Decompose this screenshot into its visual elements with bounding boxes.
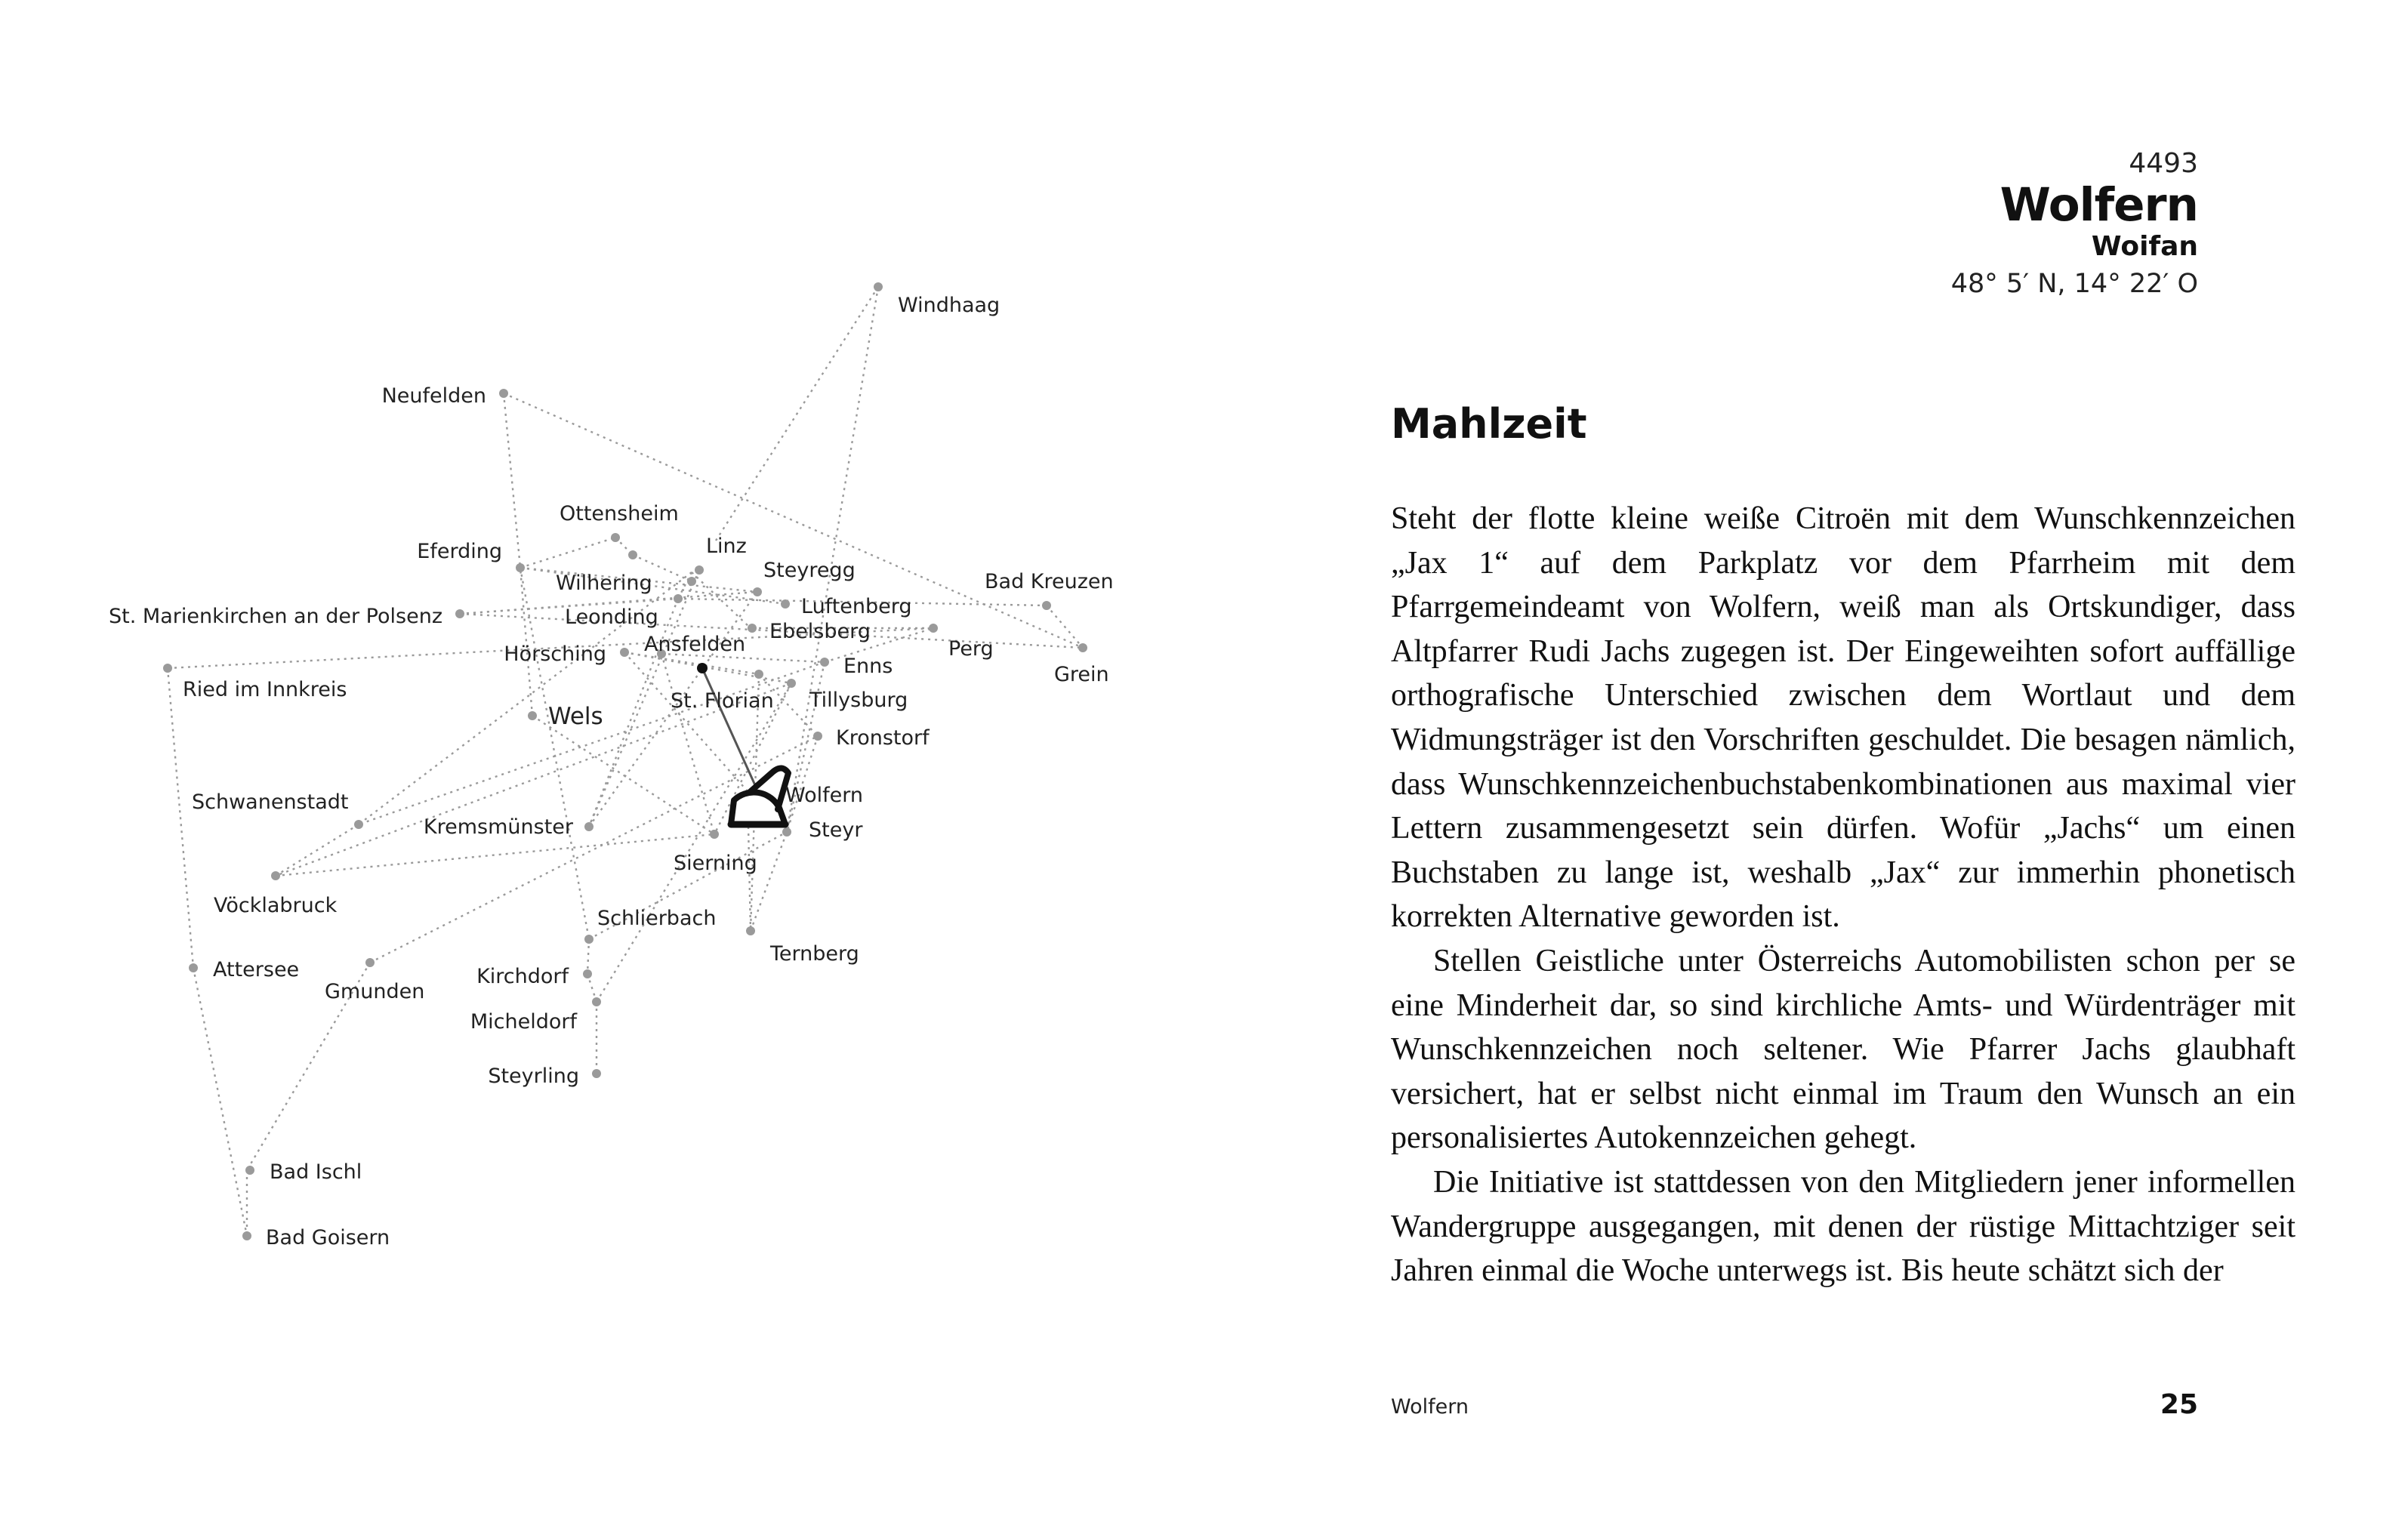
place-label: Perg — [948, 637, 994, 661]
postal-code: 4493 — [2129, 148, 2198, 179]
place-label: Kirchdorf — [476, 965, 569, 988]
page-number: 25 — [2160, 1389, 2198, 1420]
place-label: Micheldorf — [470, 1010, 577, 1034]
place-points — [163, 282, 1087, 1240]
place-label: St. Marienkirchen an der Polsenz — [109, 605, 442, 628]
wolfern-highlight — [697, 663, 788, 824]
place-label: Bad Goisern — [266, 1226, 390, 1249]
place-label: Vöcklabruck — [214, 894, 338, 917]
place-label: Bad Ischl — [270, 1160, 362, 1184]
paragraph: Stellen Geistliche unter Österreichs Automobilisten schon per se eine Minderheit dar, so sind kirchliche Amts- und Würdenträger mit Wunschkennzeichen noch seltener. Wie Pfarrer Jachs glaubhaft versichert, hat er selbst nicht einmal im Traum den Wunsch an ein personalisiertes Autokennzeichen gehegt. — [1391, 943, 2295, 1156]
place-label: Schlierbach — [597, 907, 717, 930]
place-label: Bad Kreuzen — [985, 570, 1114, 593]
chapter-title: Mahlzeit — [1391, 400, 1587, 448]
place-label: Ternberg — [770, 942, 859, 966]
place-label: Linz — [706, 535, 747, 558]
place-label: Leonding — [565, 605, 658, 629]
place-label: Windhaag — [898, 294, 1001, 317]
place-label: Wolfern — [785, 784, 863, 807]
place-label: Steyr — [809, 818, 863, 842]
hiking-pole-marker-icon — [731, 768, 788, 824]
route-map-svg — [0, 0, 1204, 1516]
place-label: Hörsching — [504, 642, 606, 666]
place-label: Enns — [843, 655, 893, 678]
place-label: Kronstorf — [836, 726, 930, 750]
place-label: Ried im Innkreis — [183, 678, 347, 701]
body-text — [1391, 497, 2295, 1293]
place-label: Sierning — [674, 852, 757, 875]
place-label: Tillysburg — [809, 689, 908, 712]
place-label: Schwanenstadt — [192, 790, 349, 814]
place-label: Wilhering — [556, 572, 652, 595]
route-lines — [168, 287, 1083, 1236]
place-label: Gmunden — [325, 980, 425, 1003]
coordinates: 48° 5′ N, 14° 22′ O — [1950, 269, 2198, 299]
paragraph: Die Initiative ist stattdessen von den Mitgliedern jener informellen Wandergruppe ausgegangen, mit denen der rüstige Mittachtziger seit Jahren einmal die Woche unterwegs ist. Bis heute schätzt sich der — [1391, 1164, 2295, 1289]
place-label: Neufelden — [381, 384, 486, 408]
route-map — [0, 0, 1204, 1516]
place-label: Grein — [1054, 663, 1109, 686]
place-label: Kremsmünster — [423, 815, 573, 839]
place-label: Steyrling — [488, 1065, 579, 1088]
place-label: Steyregg — [763, 559, 856, 582]
place-label: Luftenberg — [801, 595, 912, 618]
place-label: St. Florian — [671, 689, 774, 713]
dialect-name: Woifan — [2091, 231, 2198, 262]
place-label: Ebelsberg — [769, 620, 871, 643]
place-label: Wels — [548, 703, 603, 730]
place-label: Attersee — [213, 958, 300, 981]
place-label: Ansfelden — [644, 633, 746, 656]
town-title: Wolfern — [1999, 178, 2198, 232]
place-label: Eferding — [417, 540, 502, 563]
running-title: Wolfern — [1391, 1395, 1469, 1419]
paragraph: Steht der flotte kleine weiße Citroën mit dem Wunschkennzeichen „Jax 1“ auf dem Parkplatz vor dem Pfarrheim mit dem Pfarrgemeindeamt von Wolfern, weiß man als Ortskundiger, dass Altpfarrer Rudi Jachs zugegen ist. Der Eingeweihten sofort auffällige orthografische Unterschied zwischen dem Wortlaut und dem Widmungsträger ist den Vorschriften geschuldet. Die besagen nämlich, dass Wunschkennzeichenbuchstabenkombinationen aus maximal vier Lettern zusammengesetzt sein dürfen. Wofür „Jachs“ um einen Buchstaben zu lange ist, weshalb „Jax“ zur immerhin phonetisch korrekten Alternative geworden ist. — [1391, 501, 2295, 935]
place-label: Ottensheim — [560, 502, 679, 525]
